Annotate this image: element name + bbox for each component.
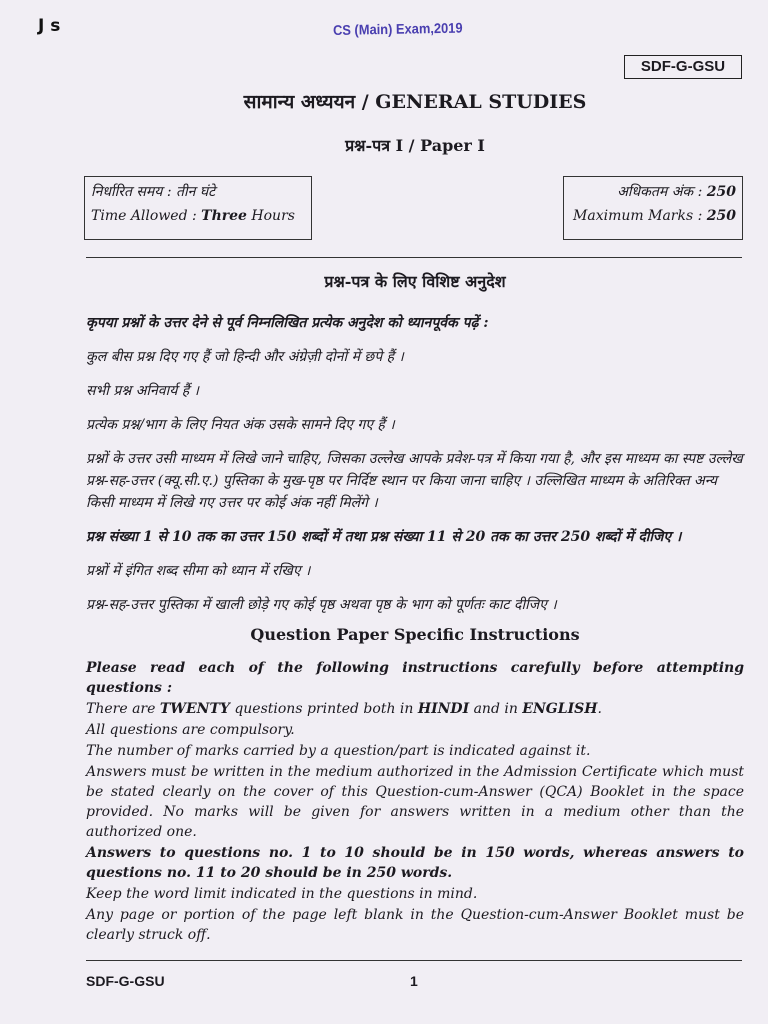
maximum-marks-hindi: अधिकतम अंक : 250: [617, 184, 736, 200]
hindi-instruction: कृपया प्रश्नों के उत्तर देने से पूर्व निम्नलिखित प्रत्येक अनुदेश को ध्यानपूर्वक पढ़ें :: [86, 315, 489, 331]
english-instruction-compulsory: All questions are compulsory.: [86, 722, 295, 738]
paper-subtitle: प्रश्न-पत्र I / Paper I: [345, 136, 485, 155]
english-instruction-word-count: Answers to questions no. 1 to 10 should be in 150 words, whereas answers to questions no. 11 to 20 should be in 250 words.: [86, 845, 744, 881]
english-instruction-marks: The number of marks carried by a question/part is indicated against it.: [86, 743, 591, 759]
time-allowed-box: [84, 176, 312, 240]
hindi-instruction: सभी प्रश्न अनिवार्य हैं ।: [86, 383, 199, 399]
paper-code-box: SDF-G-GSU: [624, 55, 742, 79]
divider-bottom: [86, 960, 742, 961]
maximum-marks-box: [563, 176, 743, 240]
page-title: सामान्य अध्ययन / GENERAL STUDIES: [243, 91, 587, 113]
english-instruction-word-limit: Keep the word limit indicated in the questions in mind.: [86, 886, 478, 902]
exam-stamp: CS (Main) Exam,2019: [332, 19, 463, 38]
time-allowed-hindi: निर्धारित समय : तीन घंटे: [91, 184, 216, 200]
hindi-instruction: प्रश्नों में इंगित शब्द सीमा को ध्यान में रखिए ।: [86, 563, 311, 579]
hindi-instruction: प्रश्नों के उत्तर उसी माध्यम में लिखे जाने चाहिए, जिसका उल्लेख आपके प्रवेश-पत्र में किया गया है, और इस माध्यम का स्पष्ट उल्लेख प्रश्न-सह-उत्तर (क्यू.सी.ए.) पुस्तिका के मुख-पृष्ठ पर निर्दिष्ट स्थान पर किया जाना चाहिए । उल्लिखित माध्यम के अतिरिक्त अन्य किसी माध्यम में लिखे गए उत्तर पर कोई अंक नहीं मिलेंगे ।: [86, 451, 743, 511]
footer-page-number: 1: [410, 973, 418, 989]
hindi-instruction: प्रत्येक प्रश्न/भाग के लिए नियत अंक उसके सामने दिए गए हैं ।: [86, 417, 395, 433]
english-instruction-count: There are TWENTY questions printed both in HINDI and in ENGLISH.: [86, 701, 602, 717]
footer-paper-code: SDF-G-GSU: [86, 973, 165, 989]
english-instruction-medium: Answers must be written in the medium authorized in the Admission Certificate which must be stated clearly on the cover of this Question-cum-Answer (QCA) Booklet in the space provided. No marks will be given for answers written in a medium other than the authorized one.: [86, 764, 744, 840]
hindi-instruction: कुल बीस प्रश्न दिए गए हैं जो हिन्दी और अंग्रेज़ी दोनों में छपे हैं ।: [86, 349, 404, 365]
hindi-instruction: प्रश्न-सह-उत्तर पुस्तिका में खाली छोड़े गए कोई पृष्ठ अथवा पृष्ठ के भाग को पूर्णतः काट दीजिए ।: [86, 597, 557, 613]
divider-top: [86, 257, 742, 258]
english-instructions: [86, 658, 744, 946]
scan-mark: J s: [38, 16, 61, 36]
hindi-instructions-heading: प्रश्न-पत्र के लिए विशिष्ट अनुदेश: [324, 272, 506, 291]
english-instruction-blank-pages: Any page or portion of the page left blank in the Question-cum-Answer Booklet must be clearly struck off.: [86, 907, 744, 943]
hindi-instructions: [86, 312, 744, 628]
english-instructions-heading: Question Paper Specific Instructions: [250, 625, 580, 644]
english-instruction-read-first: Please read each of the following instructions carefully before attempting questions :: [86, 660, 744, 696]
maximum-marks-english: Maximum Marks : 250: [573, 208, 736, 224]
hindi-instruction: प्रश्न संख्या 1 से 10 तक का उत्तर 150 शब्दों में तथा प्रश्न संख्या 11 से 20 तक का उत्तर 250 शब्दों में दीजिए ।: [86, 529, 682, 545]
time-allowed-english: Time Allowed : Three Hours: [91, 208, 295, 224]
